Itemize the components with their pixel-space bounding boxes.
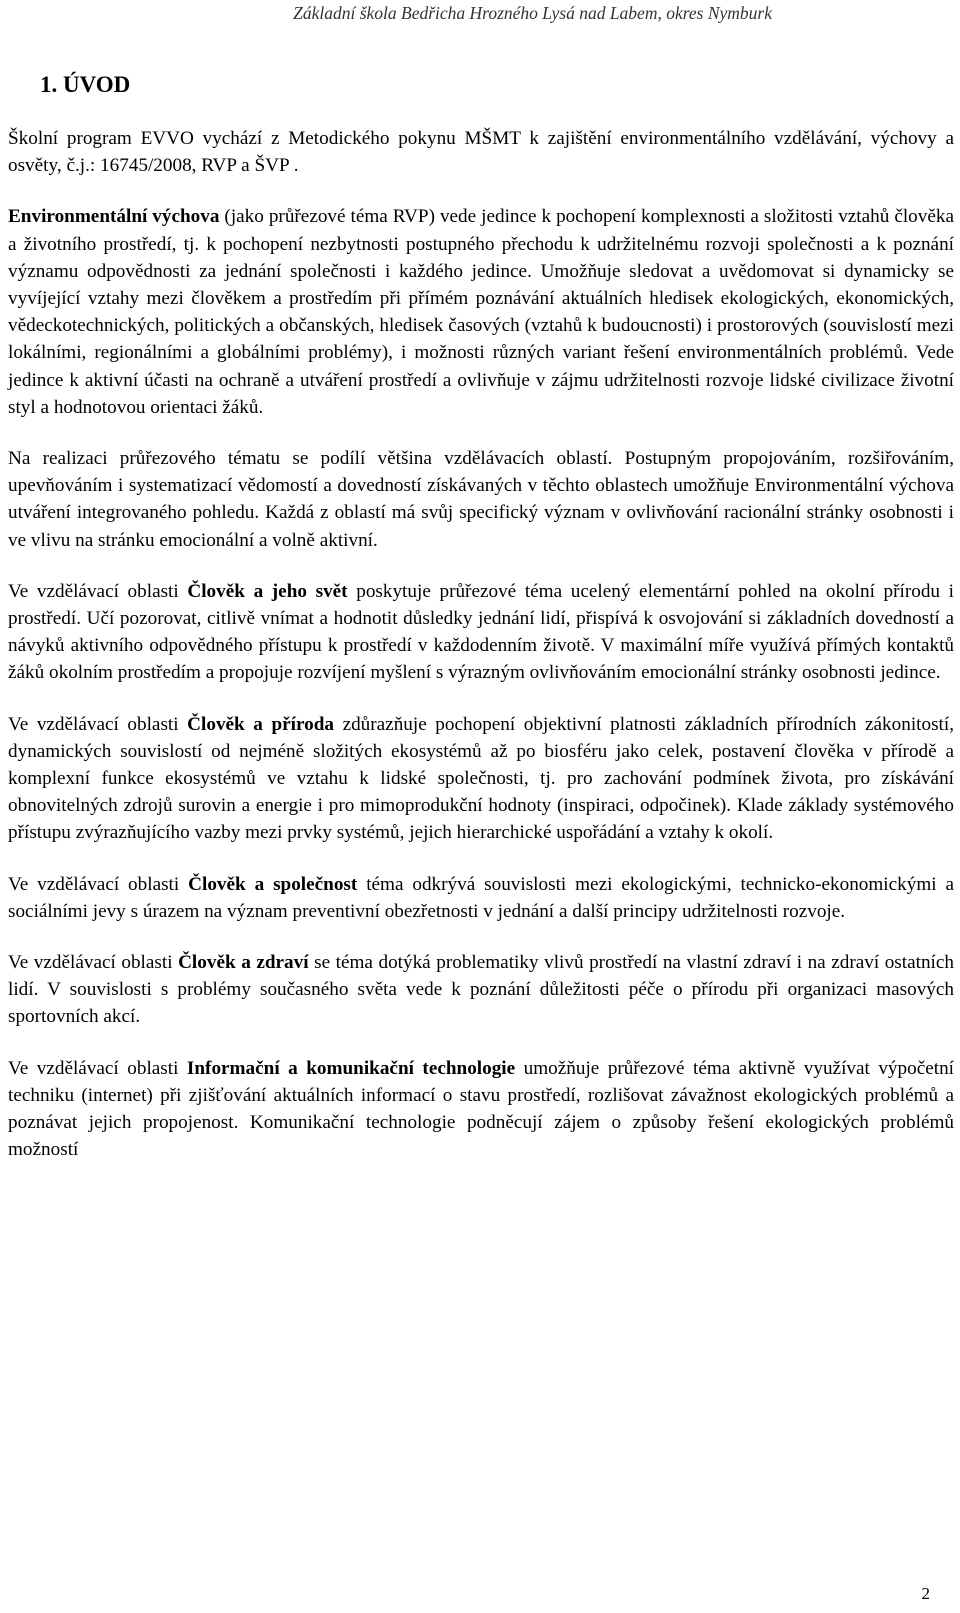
- text-run: Ve vzdělávací oblasti: [8, 713, 188, 735]
- paragraph-clovek-a-zdravi: [8, 949, 954, 1031]
- running-header: Základní škola Bedřicha Hrozného Lysá nad Labem, okres Nymburk: [293, 3, 772, 23]
- body-text: [8, 125, 954, 1188]
- text-run-bold: Člověk a společnost: [188, 873, 358, 895]
- paragraph-clovek-a-spolecnost: [8, 871, 954, 925]
- text-run-bold: Člověk a zdraví: [178, 952, 309, 974]
- text-run: Ve vzdělávací oblasti: [8, 580, 188, 602]
- text-run-bold: Informační a komunikační technologie: [186, 1057, 516, 1079]
- text-run: Na realizaci průřezového tématu se podílí většina vzdělávacích oblastí. Postupným propojováním, rozšiřováním, upevňováním i systematizací vědomostí a dovedností získávaných v těchto oblastech umožňuje Environmentální výchova utváření integrovaného pohledu. Každá z oblastí má svůj specifický význam v ovlivňování racionální stránky osobnosti i ve vlivu na stránku emocionální a volně aktivní.: [8, 448, 954, 551]
- paragraph-realization: [8, 445, 954, 554]
- text-run: se téma dotýká problematiky vlivů prostředí na vlastní zdraví i na zdraví ostatních lidí. V souvislosti s problémy současného světa vede k poznání důležitosti péče o přírodu při organizaci masových sportovních akcí.: [8, 952, 954, 1028]
- text-run: Ve vzdělávací oblasti: [8, 952, 179, 974]
- text-run: umožňuje průřezové téma aktivně využívat výpočetní techniku (internet) při zjišťování aktuálních informací o stavu prostředí, rozlišovat závažnost ekologických problémů a poznávat jejich propojenost. Komunikační technologie podněcují zájem o způsoby řešení ekologických problémů možností: [8, 1057, 954, 1161]
- paragraph-ict: [8, 1055, 954, 1164]
- paragraph-clovek-a-priroda: [8, 711, 954, 847]
- text-run: zdůrazňuje pochopení objektivní platnosti základních přírodních zákonitostí, dynamických souvislostí od nejméně složitých ekosystémů až po biosféru jako celek, postavení člověka v přírodě a komplexní funkce ekosystémů ve vztahu k lidské společnosti, tj. pro zachování podmínek života, pro získávání obnovitelných zdrojů surovin a energie i pro mimoprodukční hodnoty (inspiraci, odpočinek). Klade základy systémového přístupu zvýrazňujícího vazby mezi prvky systémů, jejich hierarchické uspořádání a vztahy k okolí.: [8, 713, 954, 844]
- paragraph-environmental-education: [8, 203, 954, 421]
- text-run-bold: Environmentální výchova: [8, 206, 220, 228]
- text-run: poskytuje průřezové téma ucelený elementární pohled na okolní přírodu i prostředí. Učí pozorovat, citlivě vnímat a hodnotit důsledky jednání lidí, přispívá k osvojování si základních dovedností a návyků aktivního odpovědného přístupu k prostředí v každodenním životě. V maximální míře využívá přímých kontaktů žáků okolním prostředím a propojuje rozvíjení myšlení s výrazným ovlivňováním emocionální stránky osobnosti jedince.: [8, 580, 954, 684]
- text-run: Školní program EVVO vychází z Metodického pokynu MŠMT k zajištění environmentálního vzdělávání, výchovy a osvěty, č.j.: 16745/2008, RVP a ŠVP .: [8, 128, 954, 177]
- text-run: Ve vzdělávací oblasti: [8, 873, 189, 895]
- paragraph-clovek-a-jeho-svet: [8, 578, 954, 687]
- text-run-bold: Člověk a jeho svět: [187, 580, 348, 602]
- page-number: 2: [921, 1584, 930, 1603]
- paragraph-intro: [8, 125, 954, 179]
- text-run-bold: Člověk a příroda: [187, 713, 334, 735]
- text-run: téma odkrývá souvislosti mezi ekologickými, technicko-ekonomickými a sociálními jevy s úrazem na význam preventivní obezřetnosti v jednání a další principy udržitelnosti rozvoje.: [8, 873, 955, 922]
- text-run: (jako průřezové téma RVP) vede jedince k pochopení komplexnosti a složitosti vztahů člověka a životního prostředí, tj. k pochopení nezbytnosti postupného přechodu k udržitelnému rozvoji společnosti a k poznání významu odpovědnosti za jednání společnosti i každého jedince. Umožňuje sledovat a uvědomovat si dynamicky se vyvíjející vztahy mezi člověkem a prostředím při přímém poznávání aktuálních hledisek ekologických, ekonomických, vědeckotechnických, politických a občanských, hledisek časových (vztahů k budoucnosti) i prostorových (souvislostí mezi lokálními, regionálními a globálními problémy), i možnosti různých variant řešení environmentálních problémů. Vede jedince k aktivní účasti na ochraně a utváření prostředí a ovlivňuje v zájmu udržitelnosti rozvoje lidské civilizace životní styl a hodnotovou orientaci žáků.: [8, 206, 954, 418]
- section-heading: 1. ÚVOD: [40, 72, 131, 97]
- text-run: Ve vzdělávací oblasti: [8, 1057, 187, 1079]
